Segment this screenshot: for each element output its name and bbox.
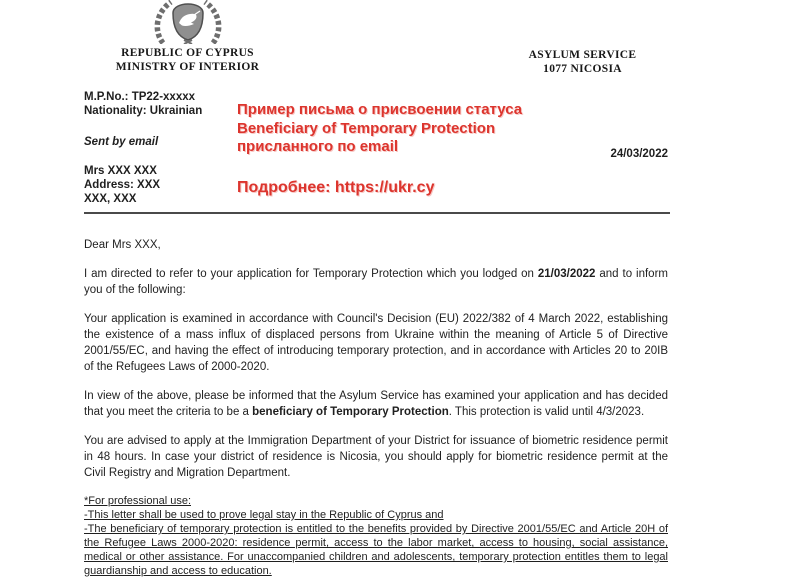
paragraph-legal-basis — [84, 311, 668, 375]
professional-use-footnote — [84, 494, 668, 578]
recipient-name: Mrs XXX XXX — [84, 165, 157, 177]
letter-body — [84, 224, 668, 578]
bold-text: 21/03/2022 — [537, 268, 596, 280]
cyprus-coat-of-arms-icon — [148, 0, 228, 44]
ministry-title: MINISTRY OF INTERIOR — [115, 61, 260, 73]
paragraph-decision — [84, 388, 668, 420]
service-title: ASYLUM SERVICE — [528, 49, 637, 61]
header-divider — [84, 212, 670, 214]
ministry-header — [95, 46, 280, 74]
paragraph-application — [84, 266, 668, 298]
text: Your application is examined in accordance with Council's Decision (EU) 2022/382 of 4 March 2022, establishing the existence of a mass influx of displaced persons from Ukraine within the meaning of Article 5 of Directive 2001/55/EC, and having the effect of introducing temporary protection, and in accordance with Articles 20 to 20IB of the Refugees Laws of 2000-2020. — [84, 313, 668, 373]
red-annotation-line: Beneficiary of Temporary Protection — [237, 119, 496, 137]
footnote-items — [84, 508, 668, 578]
footnote-item: -The beneficiary of temporary protection is entitled to the benefits provided by Directive 2001/55/EC and Article 20H of the Refugee Laws 2000-2020: residence permit, access to the labor market, access to housing, social assistance, medical or other assistance. For unaccompanied children and adolescents, temporary protection entitles them to legal guardianship and access to education. — [84, 523, 668, 577]
footnote-item: -This letter shall be used to prove legal stay in the Republic of Cyprus and — [84, 509, 444, 521]
republic-title: REPUBLIC OF CYPRUS — [121, 47, 254, 59]
recipient-address: Address: XXX — [84, 179, 161, 191]
salutation: Dear Mrs XXX, — [84, 239, 161, 251]
paragraph-instructions — [84, 433, 668, 481]
text: I am directed to refer to your application for Temporary Protection which you lodged on — [84, 268, 538, 280]
recipient-city: XXX, XXX — [84, 193, 137, 205]
red-annotation-line: присланного по email — [237, 138, 399, 155]
red-annotation-link: Подробнее: https://ukr.cy — [237, 179, 435, 196]
text: and to inform you of the following: — [84, 268, 668, 296]
mp-number: M.P.No.: TP22-xxxxx — [84, 91, 196, 103]
text: In view of the above, please be informed that the Asylum Service has examined your application and has decided that you meet the criteria to be a — [84, 390, 668, 418]
letter-date: 24/03/2022 — [610, 148, 668, 160]
bold-text: beneficiary of Temporary Protection — [252, 406, 449, 418]
sent-via: Sent by email — [84, 136, 159, 148]
red-annotation-line: Пример письма о присвоении статуса — [237, 101, 523, 118]
service-city: 1077 NICOSIA — [543, 63, 622, 75]
footnote-heading: *For professional use: — [84, 495, 191, 507]
text: You are advised to apply at the Immigration Department of your District for issuance of biometric residence permit in 48 hours. In case your district of residence is Nicosia, you should apply for biometric residence permit at the Civil Registry and Migration Department. — [84, 435, 668, 479]
nationality: Nationality: Ukrainian — [84, 105, 203, 117]
asylum-service-header — [495, 48, 670, 76]
text: . This protection is valid until 4/3/2023. — [448, 406, 645, 418]
